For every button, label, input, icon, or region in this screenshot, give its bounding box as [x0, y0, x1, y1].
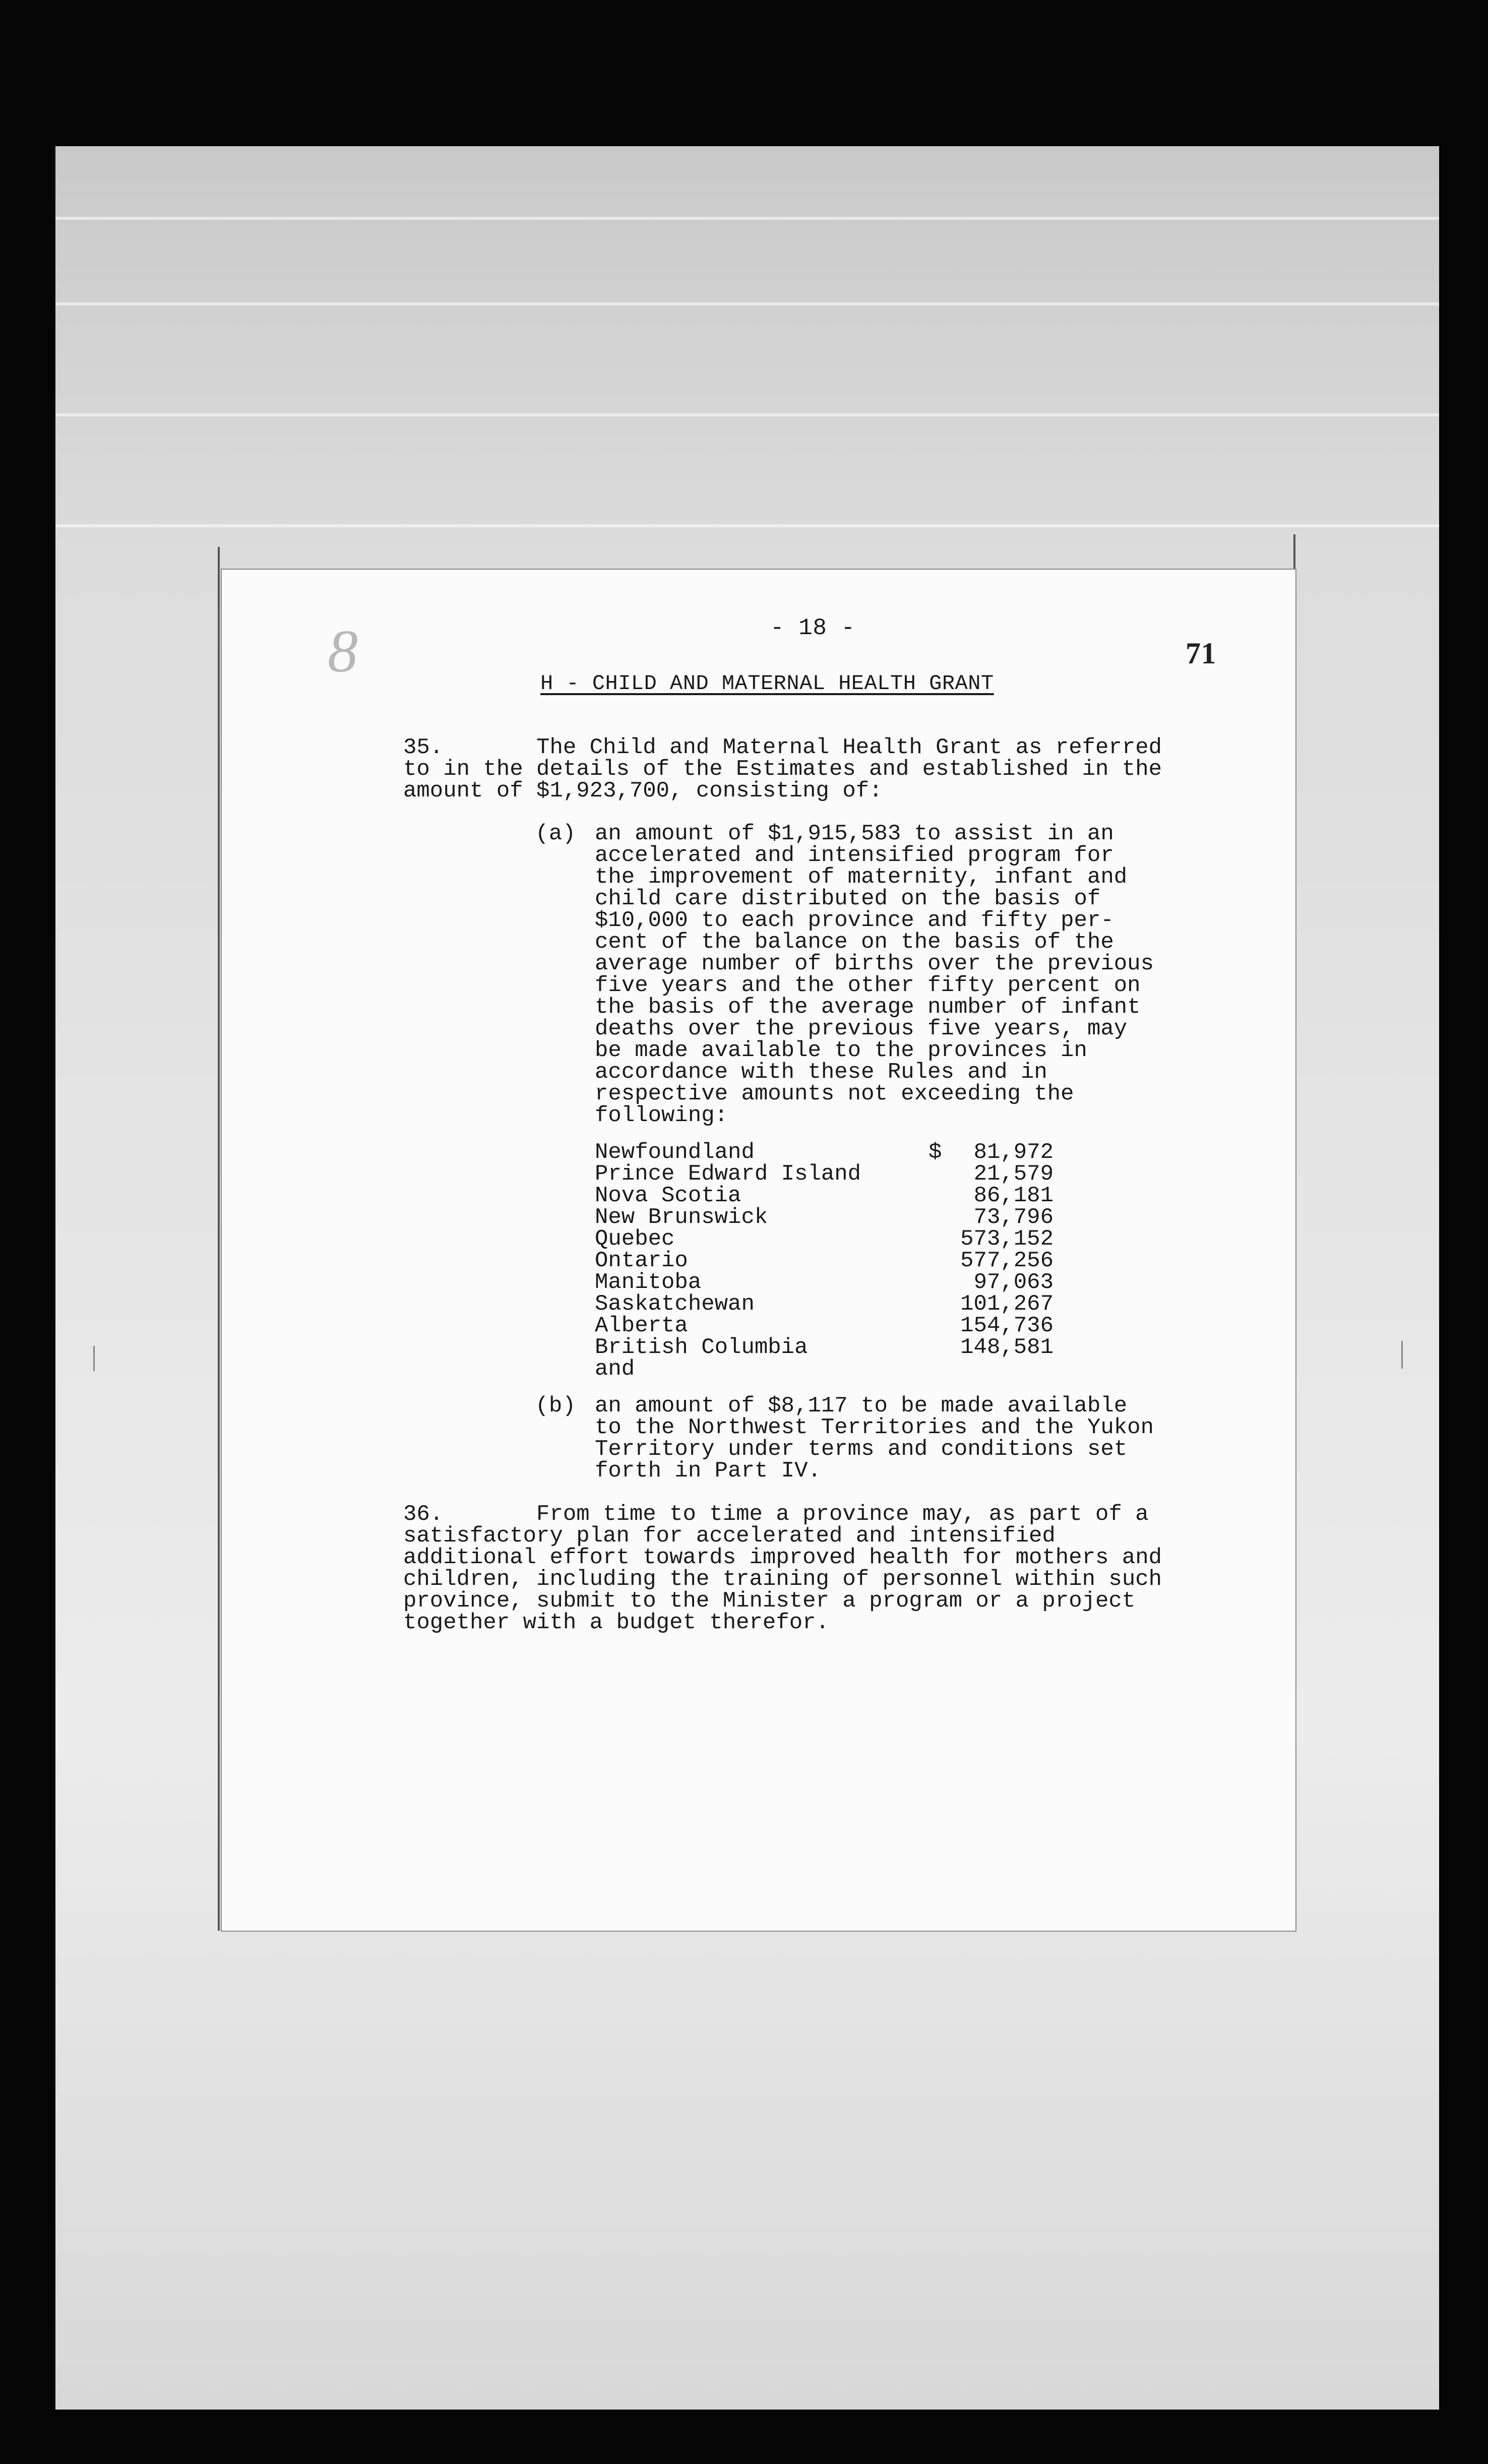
text-line: additional effort towards improved health for mothers and: [403, 1545, 1162, 1570]
text-line: child care distributed on the basis of: [595, 886, 1101, 911]
text-line: accelerated and intensified program for: [595, 843, 1114, 868]
text-line: amount of $1,923,700, consisting of:: [403, 778, 883, 804]
table-row: [595, 1228, 1053, 1250]
province-amount: 21,579: [973, 1161, 1053, 1187]
province-amount: 86,181: [973, 1183, 1053, 1208]
province-amount: 73,796: [973, 1205, 1053, 1230]
province-name: New Brunswick: [595, 1205, 768, 1230]
table-row: [595, 1359, 1053, 1380]
scan-line: [55, 217, 1439, 220]
item-b-label: (b): [535, 1393, 576, 1419]
text-line: to the Northwest Territories and the Yukon: [595, 1415, 1154, 1440]
pencil-mark: 8: [328, 618, 358, 685]
text-line: an amount of $1,915,583 to assist in an: [595, 821, 1114, 846]
province-name: Alberta: [595, 1313, 688, 1338]
table-row: [595, 1293, 1053, 1315]
province-amount: 573,152: [960, 1226, 1053, 1252]
paragraph-36: [403, 1504, 1162, 1634]
page-edge: [218, 547, 220, 1931]
province-name: Prince Edward Island: [595, 1161, 861, 1187]
table-row: [595, 1315, 1053, 1337]
text-line: Territory under terms and conditions set: [595, 1437, 1128, 1462]
item-a-label: (a): [535, 821, 576, 846]
page-number: - 18 -: [770, 615, 855, 641]
province-name: Quebec: [595, 1226, 675, 1252]
table-row: [595, 1250, 1053, 1272]
province-name: Manitoba: [595, 1270, 702, 1295]
scan-line: [55, 302, 1439, 305]
province-name: Ontario: [595, 1248, 688, 1273]
province-name: Newfoundland: [595, 1140, 755, 1165]
text-line: satisfactory plan for accelerated and intensified: [403, 1523, 1056, 1549]
text-line: be made available to the provinces in: [595, 1038, 1087, 1063]
province-amount: 101,267: [960, 1291, 1053, 1317]
scan-mark: [1401, 1341, 1403, 1369]
item-a-text: [595, 823, 1154, 1127]
text-line: cent of the balance on the basis of the: [595, 930, 1114, 955]
table-row: [595, 1272, 1053, 1293]
scan-line: [55, 413, 1439, 416]
province-name: Saskatchewan: [595, 1291, 755, 1317]
province-amount: 577,256: [960, 1248, 1053, 1273]
scan-mark: [93, 1346, 95, 1371]
province-amount: 148,581: [960, 1335, 1053, 1360]
province-name: British Columbia: [595, 1335, 808, 1360]
text-line: an amount of $8,117 to be made available: [595, 1393, 1128, 1419]
text-line: to in the details of the Estimates and established in the: [403, 757, 1162, 782]
province-name: Nova Scotia: [595, 1183, 741, 1208]
text-line: accordance with these Rules and in: [595, 1060, 1047, 1085]
section-heading: H - CHILD AND MATERNAL HEALTH GRANT: [540, 671, 994, 696]
text-line: province, submit to the Minister a program or a project: [403, 1588, 1136, 1614]
text-line: the improvement of maternity, infant and: [595, 865, 1128, 890]
margin-number: 71: [1186, 637, 1216, 670]
table-row: [595, 1185, 1053, 1207]
text-line: 36. From time to time a province may, as part of a: [403, 1502, 1149, 1527]
text-line: respective amounts not exceeding the: [595, 1081, 1074, 1106]
text-line: deaths over the previous five years, may: [595, 1016, 1128, 1041]
text-line: forth in Part IV.: [595, 1458, 821, 1484]
text-line: together with a budget therefor.: [403, 1610, 829, 1635]
text-line: $10,000 to each province and fifty per-: [595, 908, 1114, 933]
paragraph-35: [403, 737, 1162, 802]
province-name: and: [595, 1357, 635, 1382]
text-line: 35. The Child and Maternal Health Grant as referred: [403, 735, 1162, 760]
table-row: [595, 1163, 1053, 1185]
table-row: [595, 1142, 1053, 1163]
table-row: [595, 1207, 1053, 1228]
text-line: children, including the training of personnel within such: [403, 1567, 1162, 1592]
province-amounts-table: [595, 1142, 1053, 1380]
item-b-text: [595, 1395, 1154, 1482]
table-row: [595, 1337, 1053, 1359]
currency-symbol: $: [928, 1140, 942, 1165]
scan-line: [55, 524, 1439, 527]
province-amount: 81,972: [973, 1140, 1053, 1165]
province-amount: 97,063: [973, 1270, 1053, 1295]
text-line: the basis of the average number of infant: [595, 995, 1141, 1020]
text-line: following:: [595, 1103, 728, 1128]
text-line: average number of births over the previous: [595, 951, 1154, 976]
province-amount: 154,736: [960, 1313, 1053, 1338]
text-line: five years and the other fifty percent on: [595, 973, 1141, 998]
